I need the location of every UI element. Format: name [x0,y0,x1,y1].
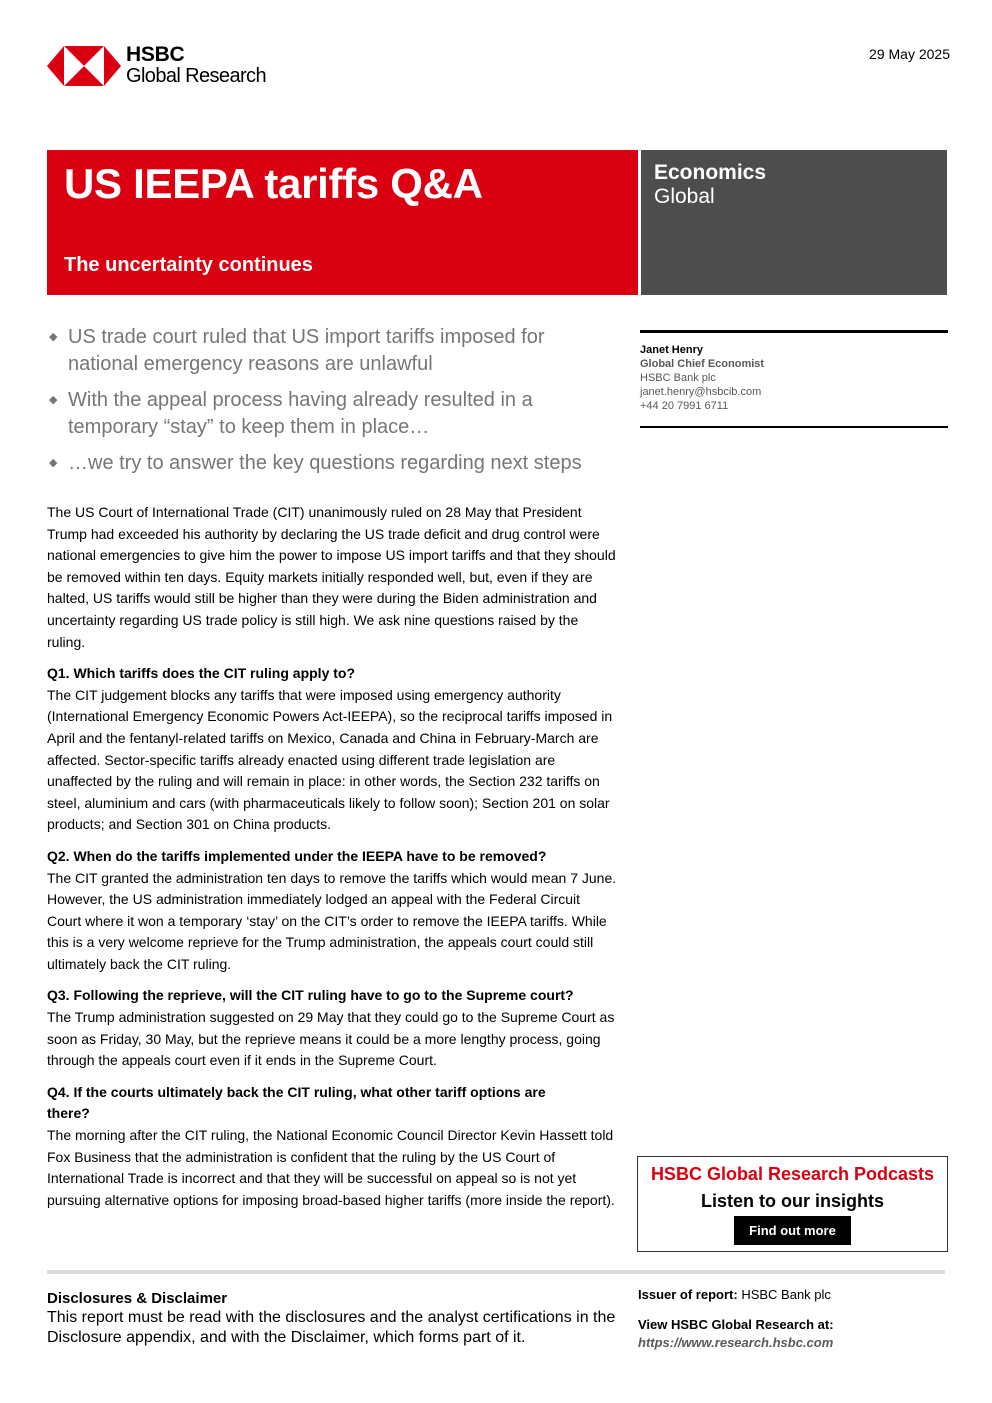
answer-text: The morning after the CIT ruling, the National Economic Council Director Kevin Hassett told Fox Business that the administration is confident that the ruling by the US Court of International Trade is incorrect and that they will be successful on appeal so is not yet pursuing alternative options for imposing broad-based higher tariffs (more inside the report). [47,1127,615,1208]
brand-subtitle: Global Research [126,65,266,87]
issuer-label: Issuer of report: [638,1287,738,1302]
answer-text: The Trump administration suggested on 29 May that they could go to the Supreme Court as soon as Friday, 30 May, but the reprieve means it could be a more lengthy process, going through the appeals court even if it ends in the Supreme Court. [47,1009,615,1069]
key-point [47,387,607,441]
diamond-bullet-icon: ◆ [49,457,58,469]
key-point-text: With the appeal process having already resulted in a temporary “stay” to keep them in place… [68,389,533,438]
key-point-text: …we try to answer the key questions regarding next steps [68,452,582,474]
research-url-link[interactable]: https://www.research.hsbc.com [638,1335,834,1350]
answer-text: The CIT granted the administration ten days to remove the tariffs which would mean 7 June. However, the US administration immediately lodged an appeal with the Federal Circuit Court where it won a temporary ‘stay’ on the CIT’s order to remove the IEEPA tariffs. While this is a very welcome reprieve for the Trump administration, the appeals court could still ultimately back the CIT ruling. [47,869,617,972]
issuer-line [638,1286,948,1304]
question-heading: Q4. If the courts ultimately back the CIT ruling, what other tariff options are there? [47,1083,546,1122]
author-box [640,330,948,428]
question-heading: Q1. Which tariffs does the CIT ruling apply to? [47,665,356,682]
view-research-label: View HSBC Global Research at: [638,1317,834,1332]
hsbc-hexagon-icon [47,46,121,86]
key-point [47,324,607,378]
author-phone: +44 20 7991 6711 [640,400,729,412]
podcast-promo [637,1156,948,1252]
key-point [47,450,607,477]
diamond-bullet-icon: ◆ [49,394,58,406]
disclosure-block [47,1289,627,1348]
qa-section [47,663,617,836]
hsbc-logo [47,44,287,88]
issuer-value: HSBC Bank plc [741,1287,831,1302]
question-heading: Q3. Following the reprieve, will the CIT ruling have to go to the Supreme court? [47,987,574,1004]
key-point-text: US trade court ruled that US import tariffs imposed for national emergency reasons are unlawful [68,326,545,375]
author-email[interactable]: janet.henry@hsbcib.com [640,386,762,398]
answer-text: The CIT judgement blocks any tariffs that were imposed using emergency authority (International Emergency Economic Powers Act-IEEPA), so the reciprocal tariffs imposed in April and the fentanyl-related tariffs on Mexico, Canada and China in February-March are affected. Sector-specific tariffs already enacted using different trade legislation are unaffected by the ruling and will remain in place: in other words, the Section 232 tariffs on steel, aluminium and cars (with pharmaceuticals likely to follow soon); Section 201 on solar products; and Section 301 on China products. [47,686,613,833]
qa-section [47,1082,617,1212]
author-company: HSBC Bank plc [640,372,716,384]
author-role: Global Chief Economist [640,358,765,370]
podcast-heading: HSBC Global Research Podcasts [650,1164,935,1184]
disclosure-text: This report must be read with the disclosures and the analyst certifications in the Disclosure appendix, and with the Disclaimer, which forms part of it. [47,1309,616,1346]
key-points [47,324,607,486]
intro-paragraph: The US Court of International Trade (CIT) unanimously ruled on 28 May that President Trump had exceeded his authority by declaring the US trade deficit and drug control were national emergencies to give him the power to impose US import tariffs and that they should be removed within ten days. Equity markets initially responded well, but, even if they are halted, US tariffs would still be higher than they were during the Biden administration and uncertainty regarding US trade policy is still high. We ask nine questions raised by the ruling. [47,504,616,650]
question-heading: Q2. When do the tariffs implemented under the IEEPA have to be removed? [47,847,547,864]
report-subtitle: The uncertainty continues [64,254,313,276]
diamond-bullet-icon: ◆ [49,331,58,343]
category-secondary: Global [654,185,715,208]
report-body [47,502,617,1221]
title-banner [47,150,638,295]
category-primary: Economics [654,161,767,184]
brand-name: HSBC [126,43,185,66]
disclosure-title: Disclosures & Disclaimer [47,1290,228,1307]
footer-divider [47,1270,945,1274]
qa-section [47,846,617,976]
category-banner [641,150,947,295]
podcast-tagline: Listen to our insights [701,1191,884,1211]
issuer-block [638,1286,948,1352]
author-name: Janet Henry [640,344,703,356]
report-date: 29 May 2025 [869,46,950,62]
report-title: US IEEPA tariffs Q&A [64,160,483,207]
find-out-more-button[interactable]: Find out more [734,1216,851,1245]
qa-section [47,985,617,1071]
